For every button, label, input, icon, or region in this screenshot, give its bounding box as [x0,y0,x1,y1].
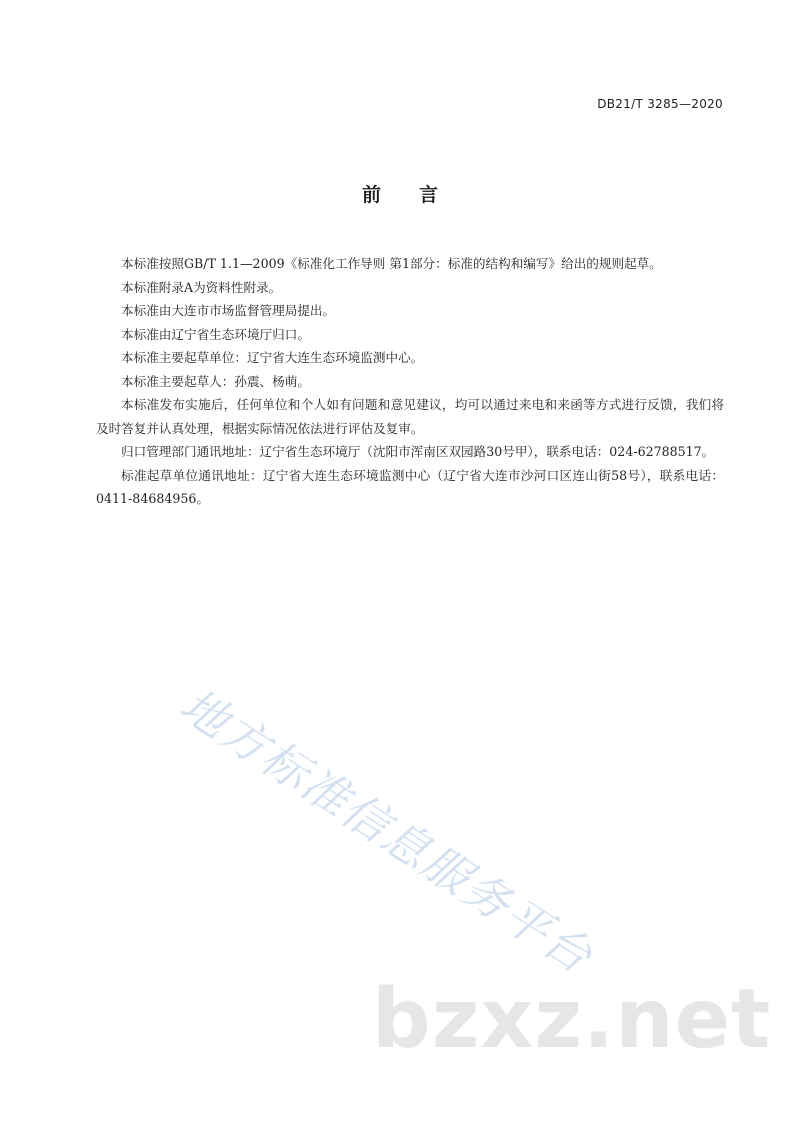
document-code: DB21/T 3285—2020 [597,97,723,111]
paragraph-drafter-address: 标准起草单位通讯地址：辽宁省大连生态环境监测中心（辽宁省大连市沙河口区连山街58号），联系电话：0411-84684956。 [96,467,724,506]
foreword-body [96,252,724,511]
paragraph-responsible-dept: 本标准由辽宁省生态环境厅归口。 [121,326,310,342]
paragraph-dept-address: 归口管理部门通讯地址：辽宁省生态环境厅（沈阳市浑南区双园路30号甲），联系电话：024-62788517。 [121,444,715,459]
paragraph-proposer: 本标准由大连市市场监督管理局提出。 [121,303,336,318]
paragraph-appendix: 本标准附录A为资料性附录。 [121,279,282,295]
paragraph-drafters: 本标准主要起草人：孙震、杨萌。 [121,373,310,389]
paragraph-feedback: 本标准发布实施后，任何单位和个人如有问题和意见建议，均可以通过来电和来函等方式进行反馈，我们将及时答复并认真处理，根据实际情况依法进行评估及复审。 [96,397,724,436]
watermark-platform: 地方标准信息服务平台 [170,677,603,985]
paragraph-drafting-rules: 本标准按照GB/T 1.1—2009《标准化工作导则 第1部分：标准的结构和编写》给出的规则起草。 [121,256,662,271]
watermark-site: bzxz.net [372,972,772,1067]
paragraph-drafting-unit: 本标准主要起草单位：辽宁省大连生态环境监测中心。 [121,350,424,365]
page-title: 前言 [361,184,476,206]
